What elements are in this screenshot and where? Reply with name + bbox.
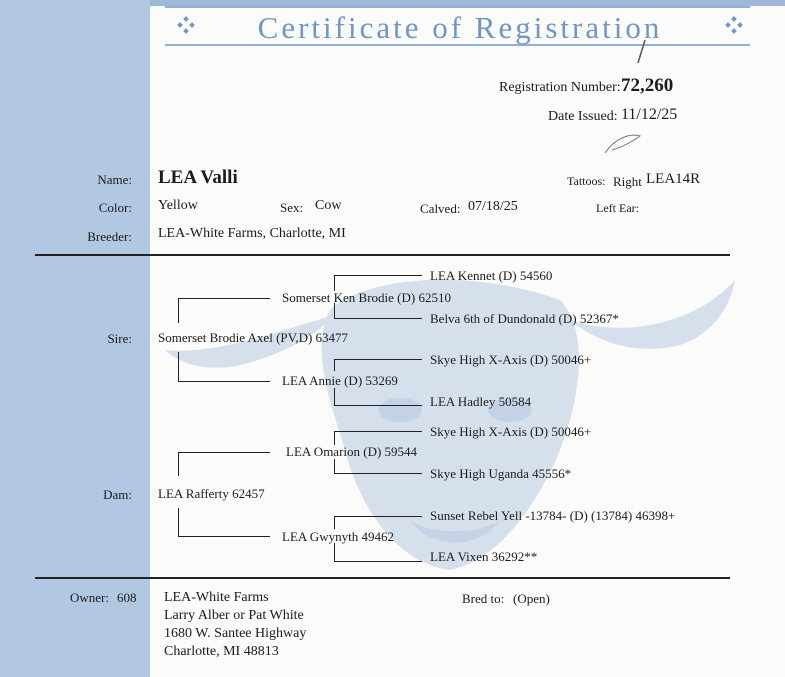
pedigree-line [178, 536, 270, 537]
pedigree-dam-dam: LEA Gwynyth 49462 [282, 529, 394, 544]
tattoo-right: LEA14R [646, 171, 701, 187]
pedigree-line [334, 543, 335, 562]
pedigree-line [334, 275, 335, 291]
left-ear-label: Left Ear: [596, 201, 639, 215]
tattoo-right-label: Right [613, 174, 642, 189]
pedigree-line [334, 359, 335, 371]
signature-mark [600, 38, 660, 163]
pedigree-line [178, 508, 179, 537]
sire-label: Sire: [107, 331, 132, 346]
pedigree-line [178, 298, 179, 323]
pedigree-sire-sire: Somerset Ken Brodie (D) 62510 [282, 290, 451, 305]
certificate-title: Certificate of Registration [257, 10, 663, 45]
pedigree-line [334, 473, 422, 474]
pedigree-line [334, 561, 422, 562]
pedigree-line [334, 516, 422, 517]
pedigree-line [178, 452, 179, 476]
bred-to-label: Bred to: [462, 591, 505, 606]
registration-number-label: Registration Number: [499, 80, 621, 95]
breeder: LEA-White Farms, Charlotte, MI [158, 226, 346, 241]
date-issued: 11/12/25 [621, 106, 678, 123]
owner-line: 1680 W. Santee Highway [164, 626, 307, 641]
pedigree-line [334, 431, 422, 432]
header-rule-top [165, 6, 750, 8]
diamond-icon [724, 15, 744, 35]
pedigree-line [178, 452, 270, 453]
pedigree-line [178, 352, 179, 382]
section-divider [35, 577, 730, 579]
color-label: Color: [98, 200, 132, 215]
pedigree-line [334, 318, 422, 319]
pedigree-sire: Somerset Brodie Axel (PV,D) 63477 [158, 330, 349, 345]
animal-color: Yellow [158, 198, 198, 213]
animal-sex: Cow [315, 198, 342, 213]
pedigree-dam-sire: LEA Omarion (D) 59544 [286, 444, 418, 459]
highland-bull-watermark [160, 260, 740, 580]
diamond-icon [176, 15, 196, 35]
owner-label: Owner: [70, 590, 109, 605]
pedigree-sire-sire-dam: Belva 6th of Dundonald (D) 52367* [430, 311, 619, 326]
calved-date: 07/18/25 [468, 199, 518, 214]
animal-name: LEA Valli [158, 167, 238, 188]
dam-label: Dam: [103, 487, 132, 502]
pedigree-line [334, 388, 335, 406]
pedigree-sire-dam-dam: LEA Hadley 50584 [430, 394, 532, 409]
breeder-label: Breeder: [87, 229, 132, 244]
pedigree-line [334, 459, 335, 474]
pedigree-sire-dam: LEA Annie (D) 53269 [282, 373, 398, 388]
pedigree-line [178, 298, 270, 299]
pedigree-line [178, 381, 270, 382]
pedigree-dam-sire-dam: Skye High Uganda 45556* [430, 466, 572, 481]
bred-to: (Open) [513, 591, 550, 606]
pedigree-line [334, 359, 422, 360]
section-divider [35, 254, 730, 256]
calved-label: Calved: [420, 201, 461, 216]
owner-line: Larry Alber or Pat White [164, 608, 304, 623]
pedigree-line [334, 275, 422, 276]
owner-line: Charlotte, MI 48813 [164, 644, 279, 659]
pedigree-dam-dam-dam: LEA Vixen 36292** [430, 549, 538, 564]
pedigree-line [334, 516, 335, 529]
pedigree-sire-sire-sire: LEA Kennet (D) 54560 [430, 268, 553, 283]
tattoos-label: Tattoos: [567, 174, 606, 188]
pedigree-line [334, 431, 335, 445]
sex-label: Sex: [280, 200, 304, 215]
registration-number: 72,260 [621, 75, 674, 96]
pedigree-line [334, 405, 422, 406]
name-label: Name: [97, 172, 132, 187]
pedigree-dam: LEA Rafferty 62457 [158, 486, 265, 501]
owner-number: 608 [117, 590, 137, 605]
date-issued-label: Date Issued: [548, 109, 618, 124]
owner-line: LEA-White Farms [164, 590, 269, 605]
pedigree-dam-sire-sire: Skye High X-Axis (D) 50046+ [430, 424, 592, 439]
pedigree-sire-dam-sire: Skye High X-Axis (D) 50046+ [430, 352, 592, 367]
pedigree-dam-dam-sire: Sunset Rebel Yell -13784- (D) (13784) 46398+ [430, 508, 676, 523]
